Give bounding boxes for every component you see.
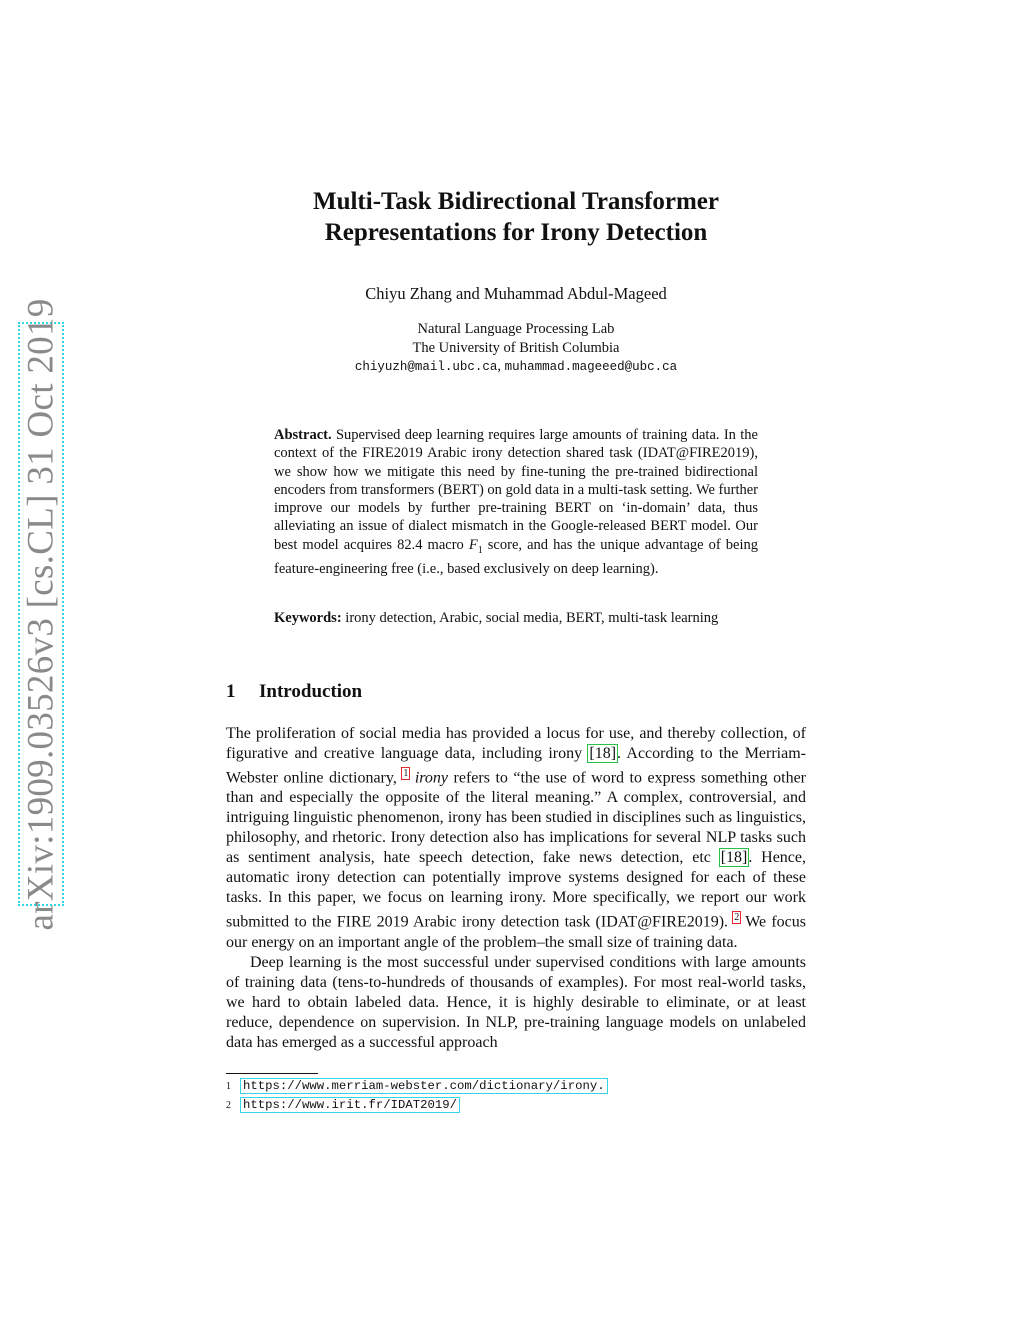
intro-text: . According to the Merriam-Webster online dictionary,	[226, 745, 807, 787]
email-2[interactable]: muhammad.mageeed@ubc.ca	[504, 360, 678, 374]
f-score-subscript: 1	[477, 544, 483, 556]
section-heading	[226, 681, 362, 703]
paper-title	[226, 186, 806, 248]
arxiv-identifier-text: arXiv:1909.03526v3 [cs.CL] 31 Oct 2019	[20, 297, 62, 931]
introduction-body	[226, 724, 806, 1053]
footnote-ref-2[interactable]: 2	[734, 912, 740, 924]
keywords	[274, 609, 758, 627]
affiliation	[226, 320, 806, 377]
section-number: 1	[226, 681, 236, 702]
email-1[interactable]: chiyuzh@mail.ubc.ca	[354, 360, 498, 374]
abstract-text-part-2: score, and has the unique advantage of being feature-engineering free (i.e., based exclusively on deep learning).	[274, 536, 758, 577]
footnote-url-link[interactable]: https://www.merriam-webster.com/dictionary/irony.	[243, 1079, 605, 1093]
affiliation-university: The University of British Columbia	[412, 339, 620, 356]
title-line-2: Representations for Irony Detection	[324, 219, 708, 246]
intro-paragraph-1	[226, 724, 806, 953]
author-emails	[226, 357, 806, 377]
authors: Chiyu Zhang and Muhammad Abdul-Mageed	[365, 284, 667, 303]
footnote-number: 2	[226, 1100, 231, 1111]
footnote-ref-1[interactable]: 1	[403, 768, 409, 779]
abstract-label: Abstract.	[274, 427, 332, 443]
title-line-1: Multi-Task Bidirectional Transformer	[312, 188, 720, 215]
footnote-url-link[interactable]: https://www.irit.fr/IDAT2019/	[243, 1098, 458, 1112]
section-title: Introduction	[259, 681, 363, 702]
affiliation-lab: Natural Language Processing Lab	[417, 321, 615, 337]
intro-text-irony: irony	[414, 769, 449, 787]
arxiv-identifier-link[interactable]	[18, 297, 64, 931]
footnotes	[226, 1077, 607, 1115]
footnote-1	[226, 1077, 607, 1096]
keywords-text: irony detection, Arabic, social media, BERT, multi-task learning	[345, 610, 719, 626]
footnote-number: 1	[226, 1081, 231, 1092]
intro-paragraph-2: Deep learning is the most successful under supervised conditions with large amounts of training data (tens-to-hundreds of thousands of examples). For most real-world tasks, we hard to obtain labeled data. Hence, it is highly desirable to eliminate, or at least reduce, dependence on supervision. In NLP, pre-training language models on unlabeled data has emerged as a successful approach	[226, 953, 806, 1051]
footnote-divider	[226, 1073, 318, 1074]
keywords-label: Keywords:	[274, 610, 342, 626]
intro-text: We focus our energy on an important angle of the problem–the small size of training data.	[226, 913, 807, 951]
abstract	[274, 426, 758, 578]
f-score-symbol: F	[468, 536, 478, 553]
intro-text: refers to “the use of word to express something other than and especially the opposite of the literal meaning.” A complex, controversial, and intriguing linguistic phenomenon, irony has been studied in disciplines such as linguistics, philosophy, and rhetoric. Irony detection also has implications for several NLP tasks such as sentiment analysis, hate speech detection, fake news detection, etc	[226, 769, 807, 867]
citation-link[interactable]: [18]	[720, 849, 748, 867]
intro-text: The proliferation of social media has provided a locus for use, and thereby collection, of figurative and creative language data, including irony	[226, 725, 806, 762]
abstract-text-part-1: Supervised deep learning requires large amounts of training data. In the context of the FIRE2019 Arabic irony detection shared task (IDAT@FIRE2019), we show how we mitigate this need by fine-tuning the pre-trained bidirectional encoders from transformers (BERT) on gold data in a multi-task setting. We further improve our models by further pre-training BERT on ‘in-domain’ data, thus alleviating an issue of dialect mismatch in the Google-released BERT model. Our best model acquires 82.4 macro	[274, 427, 758, 553]
intro-text: . Hence, automatic irony detection can potentially improve systems designed for each of these tasks. In this paper, we focus on learning irony. More specifically, we report our work submitted to the FIRE 2019 Arabic irony detection task (IDAT@FIRE2019).	[226, 849, 807, 931]
citation-link[interactable]: [18]	[589, 745, 617, 762]
footnote-2	[226, 1096, 607, 1115]
email-separator: ,	[497, 358, 501, 374]
